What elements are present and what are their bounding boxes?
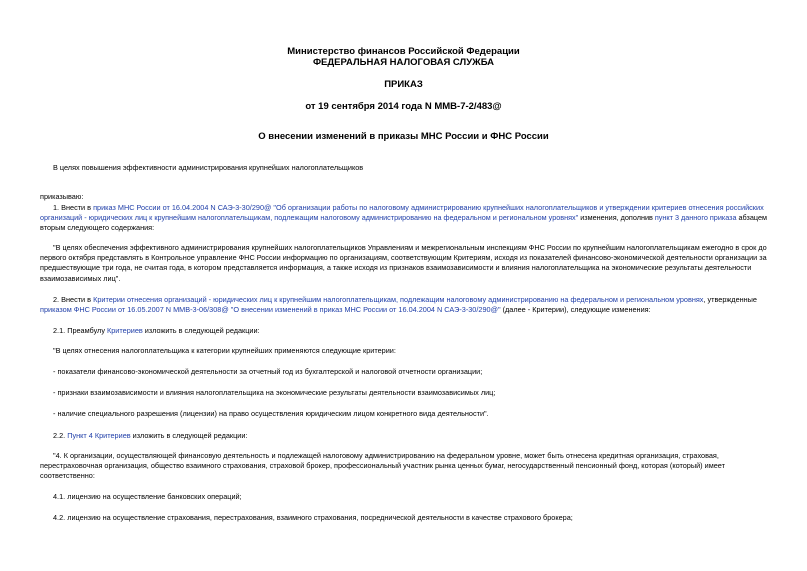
quote3-line2: перестраховочная организация, общество взаимного страхования, страховой брокер, профессиональный участник рынка ценных бумаг, негосударственный пенсионный фонд, которая (который) имеет bbox=[40, 461, 725, 470]
service-name: ФЕДЕРАЛЬНАЯ НАЛОГОВАЯ СЛУЖБА bbox=[312, 57, 495, 68]
quote3-line1: "4. К организации, осуществляющей финансовую деятельность и подлежащей налоговому администрированию на федеральном уровне, может быть отнесена кредитная организация, страховая, bbox=[53, 451, 719, 460]
order-word: приказываю: bbox=[40, 192, 84, 201]
bullet-3: - наличие специального разрешения (лицензии) на право осуществления юридическим лицом конкретного вида деятельности". bbox=[53, 409, 489, 418]
quote1-line2: первого октября представлять в Контрольное управление ФНС России информацию по организациям, соответствующим Критериям, исходя из показателей финансово-экономической деятельности организации за bbox=[40, 253, 767, 262]
preamble: В целях повышения эффективности администрирования крупнейших налогоплательщиков bbox=[53, 163, 364, 172]
link-order-mns-290[interactable]: приказ МНС России от 16.04.2004 N САЭ-3-30/290@ "Об организации работы по налоговому администрированию крупнейших налогоплательщиков и утверждении критериев отнесения российских bbox=[93, 203, 764, 212]
p41: 4.1. лицензию на осуществление банковских операций; bbox=[53, 492, 242, 501]
p21 bbox=[53, 326, 260, 336]
link-punkt-4-criteria[interactable]: Пункт 4 Критериев bbox=[67, 431, 131, 440]
quote1-line3: предшествующие три года, не считая года, в котором представляется информация, а также исходя из признаков взаимозависимости и влияния налогоплательщика на экономические результаты деятельности bbox=[40, 263, 752, 272]
link-criteriev[interactable]: Критериев bbox=[107, 326, 143, 335]
p21-suffix: изложить в следующей редакции: bbox=[142, 326, 260, 335]
p2-suffix: , утвержденные bbox=[703, 295, 757, 304]
p2-end: (далее - Критерии), следующие изменения: bbox=[500, 305, 651, 314]
doc-title: О внесении изменений в приказы МНС России и ФНС России bbox=[258, 131, 549, 142]
link-punkt-3[interactable]: пункт 3 данного приказа bbox=[654, 213, 737, 222]
link-criteria[interactable]: Критерии отнесения организаций - юридических лиц к крупнейшим налогоплательщикам, подлежащим налоговому администрированию на федеральном и региональном уровнях bbox=[93, 295, 704, 304]
p22-prefix: 2.2. bbox=[53, 431, 68, 440]
p1-line2 bbox=[40, 213, 767, 223]
p21-prefix: 2.1. Преамбулу bbox=[53, 326, 107, 335]
p2-prefix: 2. Внести в bbox=[53, 295, 94, 304]
bullet-2: - признаки взаимозависимости и влияния налогоплательщика на экономические результаты деятельности взаимозависимых лиц; bbox=[53, 388, 496, 397]
quote1-line1: "В целях обеспечения эффективного администрирования крупнейших налогоплательщиков Управлениям и межрегиональным инспекциям ФНС России по крупнейшим налогоплательщикам ежегодно в срок до bbox=[53, 243, 767, 252]
quote2: "В целях отнесения налогоплательщика к категории крупнейших применяются следующие критерии: bbox=[53, 346, 396, 355]
p1-prefix: 1. Внести в bbox=[53, 203, 94, 212]
quote1-line4: взаимозависимых лиц". bbox=[40, 274, 121, 283]
link-order-fns-308[interactable]: приказом ФНС России от 16.05.2007 N ММВ-3-06/308@ "О внесении изменений в приказ МНС России от 16.04.2004 N САЭ-3-30/290@" bbox=[40, 305, 501, 314]
p1-end: абзацем bbox=[736, 213, 767, 222]
p22 bbox=[53, 431, 247, 441]
p1-line1 bbox=[53, 203, 764, 213]
p22-suffix: изложить в следующей редакции: bbox=[130, 431, 248, 440]
ministry-name: Министерство финансов Российской Федерации bbox=[287, 46, 520, 57]
bullet-1: - показатели финансово-экономической деятельности за отчетный год из бухгалтерской и налоговой отчетности организации; bbox=[53, 367, 483, 376]
p42: 4.2. лицензию на осуществление страхования, перестрахования, взаимного страхования, посреднической деятельности в качестве страхового брокера; bbox=[53, 513, 573, 522]
doc-type: ПРИКАЗ bbox=[384, 79, 423, 90]
link-order-mns-290-cont[interactable]: организаций - юридических лиц к крупнейшим налогоплательщикам, подлежащим налоговому администрированию на федеральном и региональном уровнях" bbox=[40, 213, 579, 222]
p2-line2 bbox=[40, 305, 651, 315]
p2-line1 bbox=[53, 295, 757, 305]
p1-mid: изменения, дополнив bbox=[578, 213, 655, 222]
p1-line3: вторым следующего содержания: bbox=[40, 223, 155, 232]
quote3-line3: соответственно: bbox=[40, 471, 95, 480]
doc-date-number: от 19 сентября 2014 года N ММВ-7-2/483@ bbox=[305, 101, 502, 112]
